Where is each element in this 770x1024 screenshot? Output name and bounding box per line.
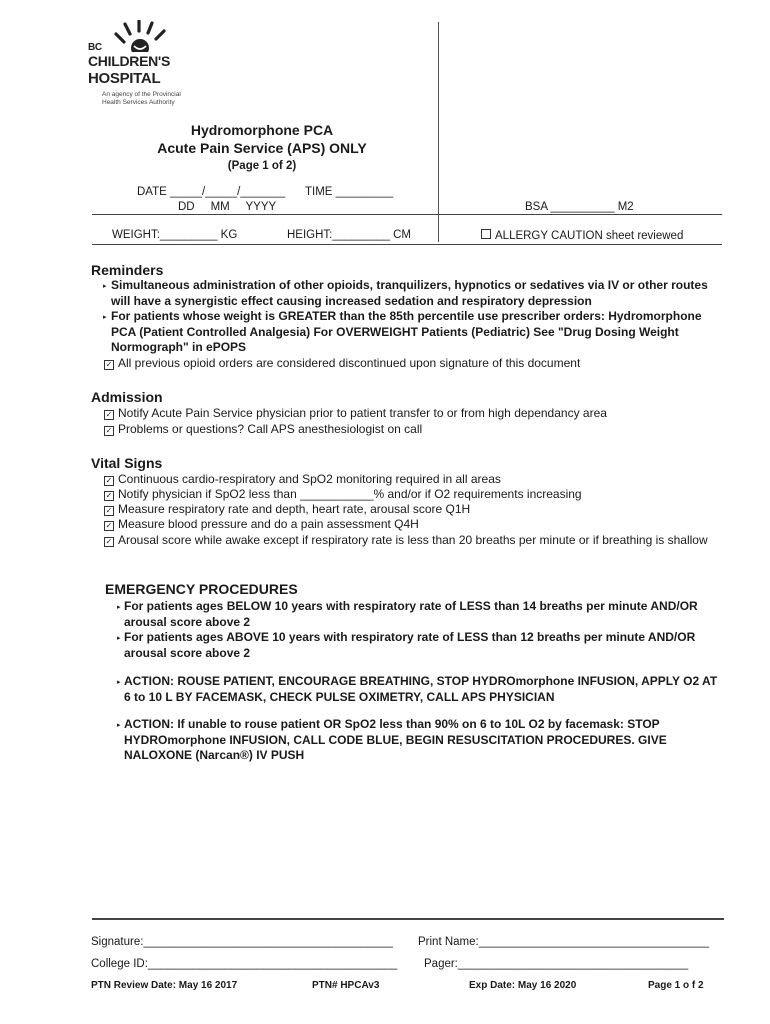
checked-box-icon: ✓ xyxy=(105,426,113,435)
footer-page-number: Page 1 o f 2 xyxy=(648,980,704,991)
reminder-item-checked: ✓ All previous opioid orders are considered discontinued upon signature of this document xyxy=(105,356,581,370)
sun-icon xyxy=(110,20,170,52)
bullet-icon: ▸ xyxy=(117,604,121,611)
college-id-field[interactable]: College ID:_______________________________________ xyxy=(91,958,398,970)
header-rule-bottom xyxy=(92,244,722,245)
print-name-field[interactable]: Print Name:____________________________________ xyxy=(418,936,709,948)
header-rule xyxy=(92,214,722,215)
checked-box-icon: ✓ xyxy=(105,521,113,530)
bsa-field[interactable]: BSA __________ M2 xyxy=(525,201,634,213)
vital-item: ✓ Measure blood pressure and do a pain assessment Q4H xyxy=(105,517,419,531)
checked-box-icon: ✓ xyxy=(105,491,113,500)
admission-item: ✓ Problems or questions? Call APS anesthesiologist on call xyxy=(105,422,423,436)
vital-item: ✓ Continuous cardio-respiratory and SpO2 monitoring required in all areas xyxy=(105,472,501,486)
footer-rule xyxy=(92,918,724,920)
checked-box-icon: ✓ xyxy=(105,476,113,485)
emergency-item: For patients ages BELOW 10 years with respiratory rate of LESS than 14 breaths per minute AND/OR arousal score above 2 xyxy=(124,599,698,629)
bullet-icon: ▸ xyxy=(103,314,107,321)
checked-box-icon: ✓ xyxy=(105,506,113,515)
allergy-checkbox-row[interactable] xyxy=(481,229,683,242)
admission-item: ✓ Notify Acute Pain Service physician prior to patient transfer to or from high dependancy area xyxy=(105,406,607,420)
date-format-labels: DD MM YYYY xyxy=(178,201,277,213)
bullet-icon: ▸ xyxy=(117,722,121,729)
reminders-heading: Reminders xyxy=(91,262,164,278)
emergency-item: For patients ages ABOVE 10 years with respiratory rate of LESS than 12 breaths per minute AND/OR arousal score above 2 xyxy=(124,630,696,660)
header-divider-vertical xyxy=(438,22,439,242)
logo-tagline-2: Health Services Authority xyxy=(102,99,175,106)
review-date: PTN Review Date: May 16 2017 xyxy=(91,980,238,991)
checked-box-icon: ✓ xyxy=(105,360,113,369)
logo-childrens: CHILDREN'S xyxy=(88,53,170,69)
vital-item: ✓ Arousal score while awake except if respiratory rate is less than 20 breaths per minute or if breathing is shallow xyxy=(105,533,708,547)
vital-item: ✓ Measure respiratory rate and depth, heart rate, arousal score Q1H xyxy=(105,502,471,516)
bullet-icon: ▸ xyxy=(117,635,121,642)
expiry-date: Exp Date: May 16 2020 xyxy=(469,980,577,991)
reminder-item: For patients whose weight is GREATER than the 85th percentile use prescriber orders: Hydromorphone PCA (Patient Controlled Analgesia) For OVERWEIGHT Patients (Pediatric) See "Drug Dosing Weight Normograph" in ePOPS xyxy=(111,309,702,354)
bullet-icon: ▸ xyxy=(103,283,107,290)
vital-signs-heading: Vital Signs xyxy=(91,455,163,471)
emergency-action: ACTION: ROUSE PATIENT, ENCOURAGE BREATHING, STOP HYDROmorphone INFUSION, APPLY O2 AT 6 to 10 L BY FACEMASK, CHECK PULSE OXIMETRY, CALL APS PHYSICIAN xyxy=(124,674,718,704)
weight-field[interactable]: WEIGHT:_________ KG xyxy=(112,229,238,241)
logo-bc: BC xyxy=(88,42,102,53)
vital-item[interactable]: ✓ Notify physician if SpO2 less than ___________% and/or if O2 requirements increasing xyxy=(105,487,582,501)
page-indicator: (Page 1 of 2) xyxy=(227,160,297,172)
reminder-item: Simultaneous administration of other opioids, tranquilizers, hypnotics or sedatives via IV or other routes will have a synergistic effect causing increased sedation and respiratory depression xyxy=(111,278,708,308)
emergency-action: ACTION: If unable to rouse patient OR SpO2 less than 90% on 6 to 10L O2 by facemask: STOP HYDROmorphone INFUSION, CALL CODE BLUE, BEGIN RESUSCITATION PROCEDURES. GIVE NALOXONE (Narcan®) IV PUSH xyxy=(124,717,667,762)
allergy-checkbox[interactable] xyxy=(481,229,491,239)
bullet-icon: ▸ xyxy=(117,679,121,686)
date-field[interactable]: DATE _____/_____/_______ xyxy=(137,186,286,198)
pager-field[interactable]: Pager:____________________________________ xyxy=(424,958,689,970)
signature-field[interactable]: Signature:_______________________________________ xyxy=(91,936,393,948)
ptn-number: PTN# HPCAv3 xyxy=(312,980,380,991)
hospital-logo xyxy=(88,20,198,110)
form-title: Hydromorphone PCA xyxy=(190,122,334,138)
checked-box-icon: ✓ xyxy=(105,537,113,546)
emergency-heading: EMERGENCY PROCEDURES xyxy=(105,581,298,597)
logo-hospital: HOSPITAL xyxy=(88,70,161,87)
height-field[interactable]: HEIGHT:_________ CM xyxy=(287,229,412,241)
logo-tagline-1: An agency of the Provincial xyxy=(102,91,181,98)
checked-box-icon: ✓ xyxy=(105,410,113,419)
time-field[interactable]: TIME _________ xyxy=(305,186,394,198)
admission-heading: Admission xyxy=(91,389,163,405)
form-subtitle: Acute Pain Service (APS) ONLY xyxy=(157,140,367,156)
allergy-label: ALLERGY CAUTION sheet reviewed xyxy=(495,230,684,242)
